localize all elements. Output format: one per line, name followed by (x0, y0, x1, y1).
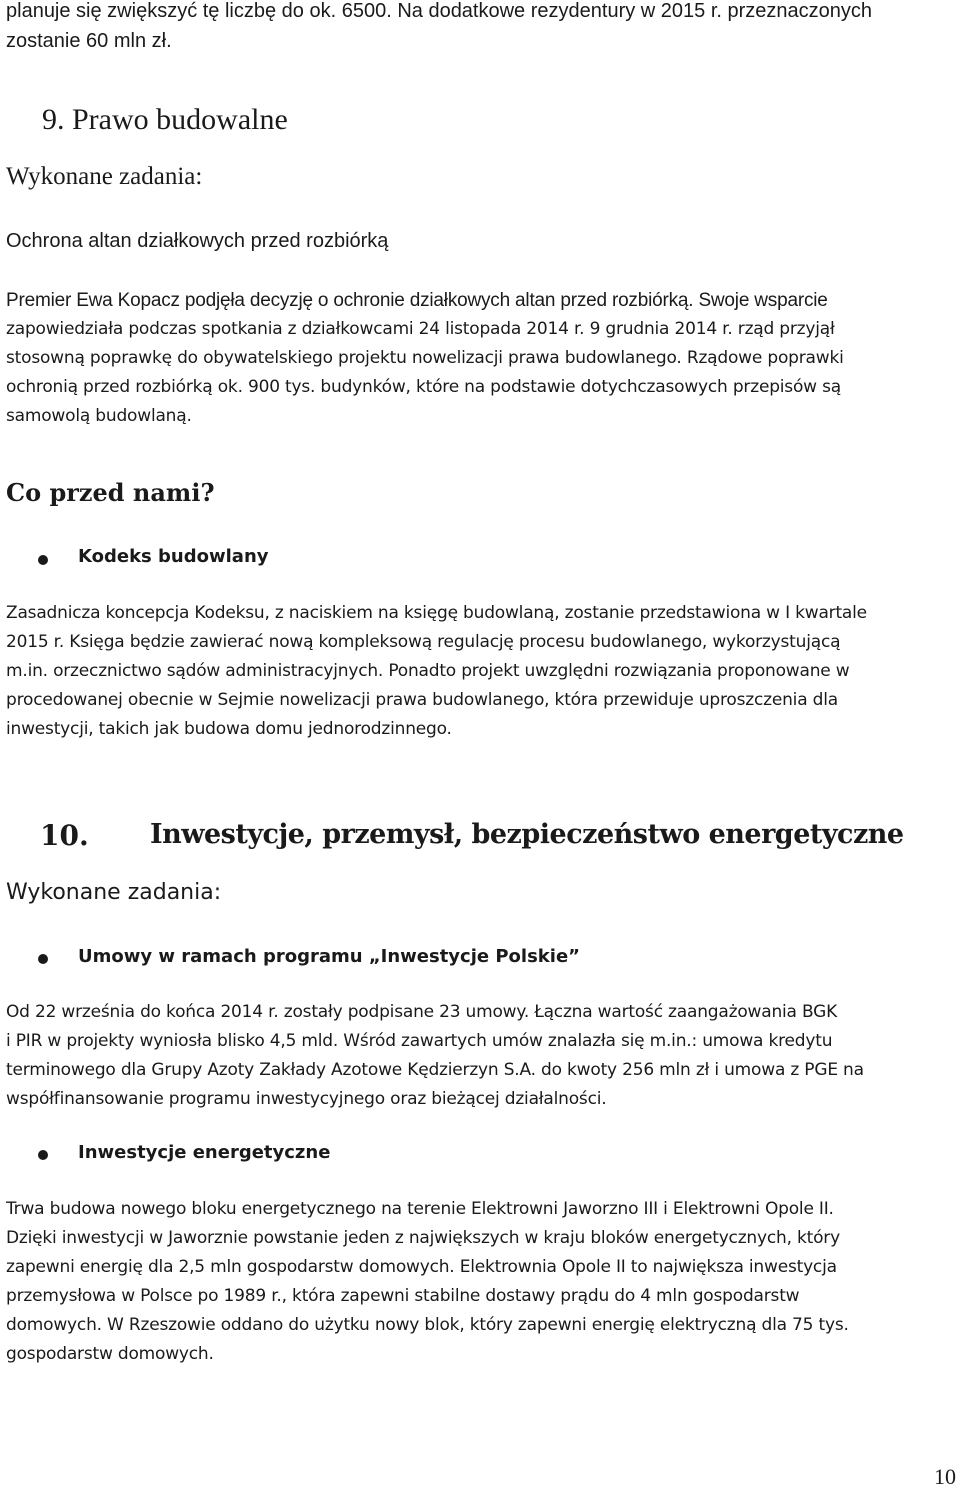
para-line: zapewni energię dla 2,5 mln gospodarstw domowych. Elektrownia Opole II to największa inwestycja (6, 1257, 837, 1277)
para-line: Dzięki inwestycji w Jaworznie powstanie jeden z największych w kraju bloków energetycznych, który (6, 1228, 840, 1248)
para-line: 2015 r. Księga będzie zawierać nową kompleksową regulację procesu budowlanego, wykorzystującą (6, 632, 841, 652)
bullet-label-kodeks: Kodeks budowlany (78, 546, 269, 567)
bullet-dot (38, 954, 48, 964)
para-line: procedowanej obecnie w Sejmie nowelizacji prawa budowlanego, która przewiduje uproszczenia dla (6, 690, 838, 710)
bullet-label-umowy: Umowy w ramach programu „Inwestycje Polskie” (78, 946, 580, 967)
para-line: Zasadnicza koncepcja Kodeksu, z naciskiem na księgę budowlaną, zostanie przedstawiona w I kwartale (6, 603, 867, 623)
bullet-dot (38, 555, 48, 565)
section-10-number: 10. (40, 819, 89, 852)
para-line: przemysłowa w Polsce po 1989 r., która zapewni stabilne dostawy prądu do 4 mln gospodarstw (6, 1286, 800, 1306)
para-line: m.in. orzecznictwo sądów administracyjnych. Ponadto projekt uwzględni rozwiązania proponowane w (6, 661, 850, 681)
para-line: Premier Ewa Kopacz podjęła decyzję o ochronie działkowych altan przed rozbiórką. Swoje wsparcie (6, 290, 828, 311)
section-10-title: Inwestycje, przemysł, bezpieczeństwo energetyczne (150, 819, 904, 850)
para-line: gospodarstw domowych. (6, 1344, 214, 1364)
page-number: 10 (934, 1464, 956, 1489)
bullet-dot (38, 1150, 48, 1160)
para-line: samowolą budowlaną. (6, 406, 192, 426)
umowy-paragraph (6, 998, 956, 1114)
para-line: Trwa budowa nowego bloku energetycznego na terenie Elektrowni Jaworzno III i Elektrowni Opole II. (6, 1199, 834, 1219)
para-line: stosowną poprawkę do obywatelskiego projektu nowelizacji prawa budowlanego. Rządowe poprawki (6, 348, 844, 368)
para-line: domowych. W Rzeszowie oddano do użytku nowy blok, który zapewni energię elektryczną dla 75 tys. (6, 1315, 849, 1335)
bullet-label-energetyczne: Inwestycje energetyczne (78, 1142, 331, 1163)
section-9-done-label: Wykonane zadania: (6, 163, 203, 190)
section-9-heading: 9. Prawo budowalne (42, 103, 288, 136)
section-10-done-label: Wykonane zadania: (6, 880, 222, 905)
ahead-label: Co przed nami? (6, 478, 215, 507)
para-line: inwestycji, takich jak budowa domu jednorodzinnego. (6, 719, 452, 739)
section-9-paragraph (6, 286, 956, 431)
intro-line-2: zostanie 60 mln zł. (6, 30, 172, 52)
para-line: współfinansowanie programu inwestycyjnego oraz bieżącej działalności. (6, 1089, 607, 1109)
para-line: zapowiedziała podczas spotkania z działkowcami 24 listopada 2014 r. 9 grudnia 2014 r. rząd przyjął (6, 319, 835, 339)
para-line: terminowego dla Grupy Azoty Zakłady Azotowe Kędzierzyn S.A. do kwoty 256 mln zł i umowa z PGE na (6, 1060, 864, 1080)
para-line: ochronią przed rozbiórką ok. 900 tys. budynków, które na podstawie dotychczasowych przepisów są (6, 377, 841, 397)
para-line: Od 22 września do końca 2014 r. zostały podpisane 23 umowy. Łączna wartość zaangażowania BGK (6, 1002, 838, 1022)
energetyczne-paragraph (6, 1195, 956, 1369)
intro-line-1: planuje się zwiększyć tę liczbę do ok. 6500. Na dodatkowe rezydentury w 2015 r. przeznaczonych (6, 0, 873, 22)
para-line: i PIR w projekty wyniosła blisko 4,5 mld. Wśród zawartych umów znalazła się m.in.: umowa kredytu (6, 1031, 833, 1051)
kodeks-paragraph (6, 599, 956, 744)
section-9-subheading: Ochrona altan działkowych przed rozbiórką (6, 230, 389, 252)
